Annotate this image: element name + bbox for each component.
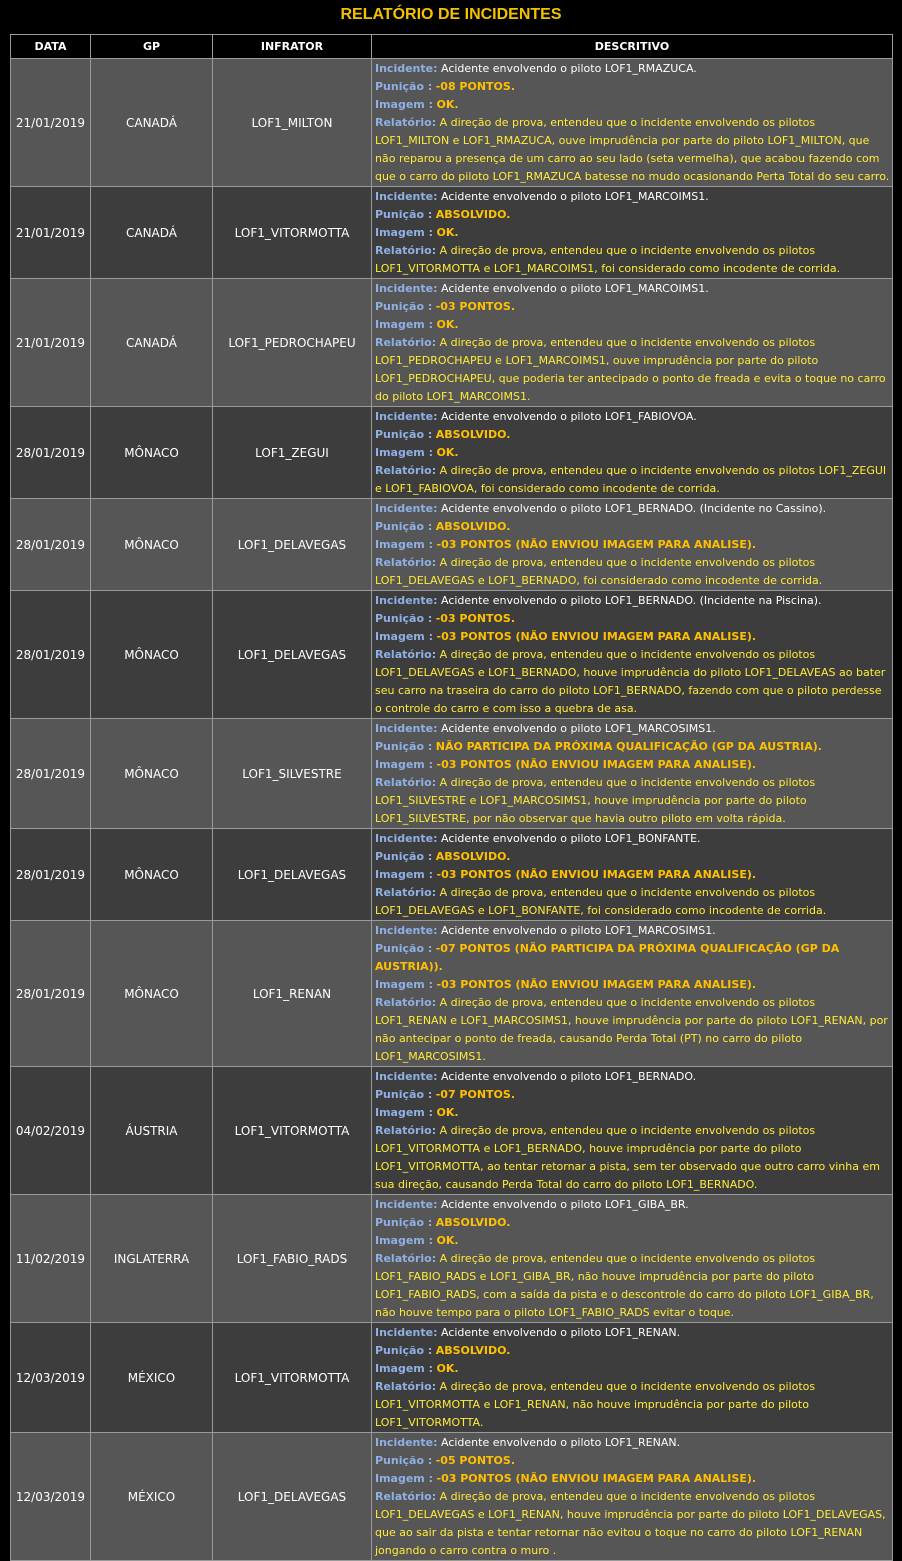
imagem-text: -03 PONTOS (NÃO ENVIOU IMAGEM PARA ANALISE). <box>436 758 757 771</box>
cell-data: 28/01/2019 <box>11 719 91 829</box>
incidente-text: Acidente envolvendo o piloto LOF1_RMAZUCA. <box>441 62 697 75</box>
relatorio-line <box>375 334 890 406</box>
cell-data: 21/01/2019 <box>11 279 91 407</box>
incidente-text: Acidente envolvendo o piloto LOF1_BONFANTE. <box>441 832 701 845</box>
punicao-label: Punição : <box>375 1454 433 1467</box>
cell-infrator: LOF1_MILTON <box>213 59 372 187</box>
cell-descritivo <box>372 187 893 279</box>
imagem-label: Imagem : <box>375 1234 434 1247</box>
relatorio-text: A direção de prova, entendeu que o incidente envolvendo os pilotos LOF1_VITORMOTTA e LOF1_RENAN, não houve imprudência por parte do piloto LOF1_VITORMOTTA. <box>375 1380 816 1429</box>
cell-gp: ÁUSTRIA <box>91 1067 213 1195</box>
imagem-text: -03 PONTOS (NÃO ENVIOU IMAGEM PARA ANALISE). <box>436 538 757 551</box>
incidente-text: Acidente envolvendo o piloto LOF1_MARCOIMS1. <box>441 190 709 203</box>
cell-infrator: LOF1_VITORMOTTA <box>213 1067 372 1195</box>
relatorio-label: Relatório: <box>375 556 437 569</box>
imagem-line <box>375 1470 890 1488</box>
imagem-line <box>375 866 890 884</box>
punicao-label: Punição : <box>375 1088 433 1101</box>
header-descritivo: DESCRITIVO <box>372 35 893 59</box>
table-row <box>11 279 893 407</box>
incidente-label: Incidente: <box>375 410 438 423</box>
cell-descritivo <box>372 499 893 591</box>
relatorio-text: A direção de prova, entendeu que o incidente envolvendo os pilotos LOF1_SILVESTRE e LOF1_MARCOSIMS1, houve imprudência por parte do piloto LOF1_SILVESTRE, por não observar que havia outro piloto em volta rápida. <box>375 776 816 825</box>
imagem-line <box>375 756 890 774</box>
relatorio-text: A direção de prova, entendeu que o incidente envolvendo os pilotos LOF1_ZEGUI e LOF1_FABIOVOA, foi considerado como incodente de corrida. <box>375 464 887 495</box>
report-title: RELATÓRIO DE INCIDENTES <box>340 6 562 23</box>
incidente-text: Acidente envolvendo o piloto LOF1_BERNADO. (Incidente na Piscina). <box>441 594 822 607</box>
imagem-text: OK. <box>436 1234 459 1247</box>
imagem-label: Imagem : <box>375 1362 434 1375</box>
punicao-text: -03 PONTOS. <box>435 300 516 313</box>
imagem-text: OK. <box>436 1106 459 1119</box>
cell-descritivo <box>372 921 893 1067</box>
incidente-line <box>375 280 890 298</box>
punicao-text: -07 PONTOS. <box>435 1088 516 1101</box>
incidente-text: Acidente envolvendo o piloto LOF1_MARCOSIMS1. <box>441 722 716 735</box>
punicao-label: Punição : <box>375 80 433 93</box>
table-row <box>11 59 893 187</box>
punicao-line <box>375 848 890 866</box>
cell-infrator: LOF1_VITORMOTTA <box>213 1323 372 1433</box>
cell-data: 28/01/2019 <box>11 591 91 719</box>
relatorio-line <box>375 114 890 186</box>
table-row <box>11 1067 893 1195</box>
relatorio-line <box>375 646 890 718</box>
cell-gp: MÔNACO <box>91 499 213 591</box>
imagem-line <box>375 536 890 554</box>
punicao-text: ABSOLVIDO. <box>435 208 511 221</box>
punicao-label: Punição : <box>375 612 433 625</box>
table-row <box>11 829 893 921</box>
relatorio-label: Relatório: <box>375 336 437 349</box>
incidente-line <box>375 500 890 518</box>
imagem-line <box>375 1104 890 1122</box>
incidente-label: Incidente: <box>375 1436 438 1449</box>
cell-data: 21/01/2019 <box>11 187 91 279</box>
relatorio-line <box>375 1250 890 1322</box>
incidente-text: Acidente envolvendo o piloto LOF1_BERNADO. <box>441 1070 697 1083</box>
cell-infrator: LOF1_DELAVEGAS <box>213 1433 372 1561</box>
imagem-line <box>375 628 890 646</box>
header-gp: GP <box>91 35 213 59</box>
incidente-label: Incidente: <box>375 190 438 203</box>
table-row <box>11 921 893 1067</box>
imagem-label: Imagem : <box>375 446 434 459</box>
relatorio-label: Relatório: <box>375 1124 437 1137</box>
relatorio-label: Relatório: <box>375 244 437 257</box>
punicao-line <box>375 426 890 444</box>
incidente-text: Acidente envolvendo o piloto LOF1_RENAN. <box>441 1326 681 1339</box>
cell-descritivo <box>372 1195 893 1323</box>
cell-infrator: LOF1_PEDROCHAPEU <box>213 279 372 407</box>
incidente-line <box>375 60 890 78</box>
punicao-text: ABSOLVIDO. <box>435 1216 511 1229</box>
cell-data: 28/01/2019 <box>11 921 91 1067</box>
cell-infrator: LOF1_VITORMOTTA <box>213 187 372 279</box>
punicao-text: -05 PONTOS. <box>435 1454 516 1467</box>
imagem-label: Imagem : <box>375 1472 434 1485</box>
relatorio-label: Relatório: <box>375 1252 437 1265</box>
relatorio-text: A direção de prova, entendeu que o incidente envolvendo os pilotos LOF1_RENAN e LOF1_MARCOSIMS1, houve imprudência por parte do piloto LOF1_RENAN, por não antecipar o ponto de freada, causando Perda Total (PT) no carro do piloto LOF1_MARCOSIMS1. <box>375 996 888 1063</box>
table-row <box>11 1195 893 1323</box>
cell-descritivo <box>372 279 893 407</box>
relatorio-line <box>375 462 890 498</box>
incidente-label: Incidente: <box>375 1070 438 1083</box>
imagem-label: Imagem : <box>375 318 434 331</box>
relatorio-text: A direção de prova, entendeu que o incidente envolvendo os pilotos LOF1_DELAVEGAS e LOF1_BERNADO, houve imprudência do piloto LOF1_DELAVEAS ao bater seu carro na traseira do carro do piloto LOF1_BERNADO, fazendo com que o piloto perdesse o controle do carro e com isso a quebra de asa. <box>375 648 886 715</box>
punicao-label: Punição : <box>375 300 433 313</box>
cell-gp: MÔNACO <box>91 921 213 1067</box>
cell-descritivo <box>372 1323 893 1433</box>
relatorio-line <box>375 554 890 590</box>
imagem-label: Imagem : <box>375 1106 434 1119</box>
incidente-text: Acidente envolvendo o piloto LOF1_MARCOSIMS1. <box>441 924 716 937</box>
punicao-line <box>375 1214 890 1232</box>
incidente-text: Acidente envolvendo o piloto LOF1_MARCOIMS1. <box>441 282 709 295</box>
relatorio-label: Relatório: <box>375 464 437 477</box>
imagem-text: OK. <box>436 446 459 459</box>
punicao-line <box>375 940 890 976</box>
punicao-label: Punição : <box>375 208 433 221</box>
cell-descritivo <box>372 1067 893 1195</box>
cell-infrator: LOF1_SILVESTRE <box>213 719 372 829</box>
table-row <box>11 1433 893 1561</box>
punicao-text: ABSOLVIDO. <box>435 428 511 441</box>
incidente-line <box>375 408 890 426</box>
cell-descritivo <box>372 719 893 829</box>
punicao-line <box>375 298 890 316</box>
imagem-text: -03 PONTOS (NÃO ENVIOU IMAGEM PARA ANALISE). <box>436 630 757 643</box>
incidente-text: Acidente envolvendo o piloto LOF1_RENAN. <box>441 1436 681 1449</box>
imagem-text: OK. <box>436 98 459 111</box>
imagem-line <box>375 976 890 994</box>
incidente-label: Incidente: <box>375 1326 438 1339</box>
header-row <box>11 35 893 59</box>
punicao-text: NÃO PARTICIPA DA PRÓXIMA QUALIFICAÇÃO (GP DA AUSTRIA). <box>435 740 822 753</box>
incidente-line <box>375 188 890 206</box>
cell-gp: CANADÁ <box>91 59 213 187</box>
cell-gp: MÔNACO <box>91 591 213 719</box>
incidente-label: Incidente: <box>375 722 438 735</box>
relatorio-text: A direção de prova, entendeu que o incidente envolvendo os pilotos LOF1_DELAVEGAS e LOF1_BONFANTE, foi considerado como incodente de corrida. <box>375 886 827 917</box>
cell-data: 04/02/2019 <box>11 1067 91 1195</box>
punicao-line <box>375 78 890 96</box>
cell-infrator: LOF1_DELAVEGAS <box>213 499 372 591</box>
cell-gp: CANADÁ <box>91 187 213 279</box>
incidente-line <box>375 1068 890 1086</box>
incidente-line <box>375 1196 890 1214</box>
table-row <box>11 1323 893 1433</box>
incidente-line <box>375 1434 890 1452</box>
incidente-line <box>375 922 890 940</box>
cell-gp: MÔNACO <box>91 719 213 829</box>
cell-infrator: LOF1_DELAVEGAS <box>213 591 372 719</box>
relatorio-line <box>375 994 890 1066</box>
imagem-text: OK. <box>436 318 459 331</box>
punicao-text: ABSOLVIDO. <box>435 850 511 863</box>
incidente-line <box>375 592 890 610</box>
relatorio-label: Relatório: <box>375 776 437 789</box>
cell-gp: INGLATERRA <box>91 1195 213 1323</box>
relatorio-text: A direção de prova, entendeu que o incidente envolvendo os pilotos LOF1_VITORMOTTA e LOF1_MARCOIMS1, foi considerado como incodente de corrida. <box>375 244 841 275</box>
imagem-text: -03 PONTOS (NÃO ENVIOU IMAGEM PARA ANALISE). <box>436 868 757 881</box>
imagem-label: Imagem : <box>375 868 434 881</box>
cell-data: 21/01/2019 <box>11 59 91 187</box>
cell-data: 12/03/2019 <box>11 1433 91 1561</box>
punicao-text: -07 PONTOS (NÃO PARTICIPA DA PRÓXIMA QUALIFICAÇÃO (GP DA AUSTRIA)). <box>375 942 840 973</box>
imagem-line <box>375 316 890 334</box>
cell-descritivo <box>372 591 893 719</box>
imagem-line <box>375 224 890 242</box>
relatorio-text: A direção de prova, entendeu que o incidente envolvendo os pilotos LOF1_FABIO_RADS e LOF1_GIBA_BR, não houve imprudência por parte do piloto LOF1_FABIO_RADS, com a saída da pista e o descontrole do carro do piloto LOF1_GIBA_BR, não houve tempo para o piloto LOF1_FABIO_RADS evitar o toque. <box>375 1252 874 1319</box>
table-row <box>11 499 893 591</box>
punicao-label: Punição : <box>375 1216 433 1229</box>
cell-data: 11/02/2019 <box>11 1195 91 1323</box>
imagem-label: Imagem : <box>375 98 434 111</box>
relatorio-line <box>375 774 890 828</box>
cell-gp: MÉXICO <box>91 1323 213 1433</box>
relatorio-label: Relatório: <box>375 1380 437 1393</box>
incidente-label: Incidente: <box>375 832 438 845</box>
relatorio-line <box>375 884 890 920</box>
punicao-line <box>375 1086 890 1104</box>
relatorio-label: Relatório: <box>375 996 437 1009</box>
punicao-line <box>375 1342 890 1360</box>
table-row <box>11 719 893 829</box>
incidente-text: Acidente envolvendo o piloto LOF1_FABIOVOA. <box>441 410 697 423</box>
imagem-label: Imagem : <box>375 226 434 239</box>
relatorio-label: Relatório: <box>375 1490 437 1503</box>
cell-infrator: LOF1_FABIO_RADS <box>213 1195 372 1323</box>
relatorio-line <box>375 1122 890 1194</box>
relatorio-line <box>375 1378 890 1432</box>
header-data: DATA <box>11 35 91 59</box>
incidente-label: Incidente: <box>375 62 438 75</box>
punicao-line <box>375 206 890 224</box>
imagem-text: OK. <box>436 1362 459 1375</box>
imagem-text: -03 PONTOS (NÃO ENVIOU IMAGEM PARA ANALISE). <box>436 978 757 991</box>
imagem-line <box>375 444 890 462</box>
relatorio-text: A direção de prova, entendeu que o incidente envolvendo os pilotos LOF1_VITORMOTTA e LOF1_BERNADO, houve imprudência por parte do piloto LOF1_VITORMOTTA, ao tentar retornar a pista, sem ter observado que outro carro vinha em sua direção, causando Perda Total do carro do piloto LOF1_BERNADO. <box>375 1124 880 1191</box>
incidente-label: Incidente: <box>375 282 438 295</box>
incident-table <box>10 34 893 1561</box>
punicao-text: -08 PONTOS. <box>435 80 516 93</box>
cell-infrator: LOF1_ZEGUI <box>213 407 372 499</box>
punicao-text: -03 PONTOS. <box>435 612 516 625</box>
relatorio-text: A direção de prova, entendeu que o incidente envolvendo os pilotos LOF1_PEDROCHAPEU e LOF1_MARCOIMS1, ouve imprudência por parte do piloto LOF1_PEDROCHAPEU, que poderia ter antecipado o ponto de freada e evita o toque no carro do piloto LOF1_MARCOIMS1. <box>375 336 886 403</box>
relatorio-label: Relatório: <box>375 886 437 899</box>
cell-descritivo <box>372 407 893 499</box>
relatorio-label: Relatório: <box>375 648 437 661</box>
cell-data: 28/01/2019 <box>11 499 91 591</box>
relatorio-line <box>375 1488 890 1560</box>
punicao-label: Punição : <box>375 428 433 441</box>
cell-gp: MÔNACO <box>91 407 213 499</box>
relatorio-label: Relatório: <box>375 116 437 129</box>
imagem-line <box>375 1232 890 1250</box>
incidente-line <box>375 1324 890 1342</box>
punicao-line <box>375 1452 890 1470</box>
imagem-line <box>375 1360 890 1378</box>
imagem-line <box>375 96 890 114</box>
cell-gp: CANADÁ <box>91 279 213 407</box>
relatorio-text: A direção de prova, entendeu que o incidente envolvendo os pilotos LOF1_DELAVEGAS e LOF1_RENAN, houve imprudência por parte do piloto LOF1_DELAVEGAS, que ao sair da pista e tentar retornar não evitou o toque no carro do piloto LOF1_RENAN jongando o carro contra o muro . <box>375 1490 886 1557</box>
relatorio-text: A direção de prova, entendeu que o incidente envolvendo os pilotos LOF1_MILTON e LOF1_RMAZUCA, ouve imprudência por parte do piloto LOF1_MILTON, que não reparou a presença de um carro ao seu lado (seta vermelha), que acabou fazendo com que o carro do piloto LOF1_RMAZUCA batesse no mudo ocasionando Perta Total do seu carro. <box>375 116 890 183</box>
cell-data: 28/01/2019 <box>11 407 91 499</box>
imagem-label: Imagem : <box>375 630 434 643</box>
punicao-line <box>375 738 890 756</box>
punicao-label: Punição : <box>375 740 433 753</box>
relatorio-line <box>375 242 890 278</box>
incidente-label: Incidente: <box>375 502 438 515</box>
cell-descritivo <box>372 59 893 187</box>
cell-gp: MÉXICO <box>91 1433 213 1561</box>
cell-data: 12/03/2019 <box>11 1323 91 1433</box>
incidente-label: Incidente: <box>375 594 438 607</box>
cell-descritivo <box>372 829 893 921</box>
imagem-label: Imagem : <box>375 538 434 551</box>
table-row <box>11 407 893 499</box>
imagem-label: Imagem : <box>375 978 434 991</box>
cell-infrator: LOF1_DELAVEGAS <box>213 829 372 921</box>
punicao-line <box>375 518 890 536</box>
imagem-text: OK. <box>436 226 459 239</box>
relatorio-text: A direção de prova, entendeu que o incidente envolvendo os pilotos LOF1_DELAVEGAS e LOF1_BERNADO, foi considerado como incodente de corrida. <box>375 556 823 587</box>
punicao-label: Punição : <box>375 942 433 955</box>
incidente-label: Incidente: <box>375 1198 438 1211</box>
imagem-text: -03 PONTOS (NÃO ENVIOU IMAGEM PARA ANALISE). <box>436 1472 757 1485</box>
punicao-text: ABSOLVIDO. <box>435 1344 511 1357</box>
incidente-label: Incidente: <box>375 924 438 937</box>
cell-descritivo <box>372 1433 893 1561</box>
punicao-line <box>375 610 890 628</box>
incidente-text: Acidente envolvendo o piloto LOF1_GIBA_BR. <box>441 1198 689 1211</box>
table-row <box>11 187 893 279</box>
cell-infrator: LOF1_RENAN <box>213 921 372 1067</box>
incidente-text: Acidente envolvendo o piloto LOF1_BERNADO. (Incidente no Cassino). <box>441 502 827 515</box>
incidente-line <box>375 720 890 738</box>
punicao-text: ABSOLVIDO. <box>435 520 511 533</box>
punicao-label: Punição : <box>375 520 433 533</box>
punicao-label: Punição : <box>375 850 433 863</box>
cell-gp: MÔNACO <box>91 829 213 921</box>
table-row <box>11 591 893 719</box>
incidente-line <box>375 830 890 848</box>
cell-data: 28/01/2019 <box>11 829 91 921</box>
punicao-label: Punição : <box>375 1344 433 1357</box>
imagem-label: Imagem : <box>375 758 434 771</box>
header-infrator: INFRATOR <box>213 35 372 59</box>
